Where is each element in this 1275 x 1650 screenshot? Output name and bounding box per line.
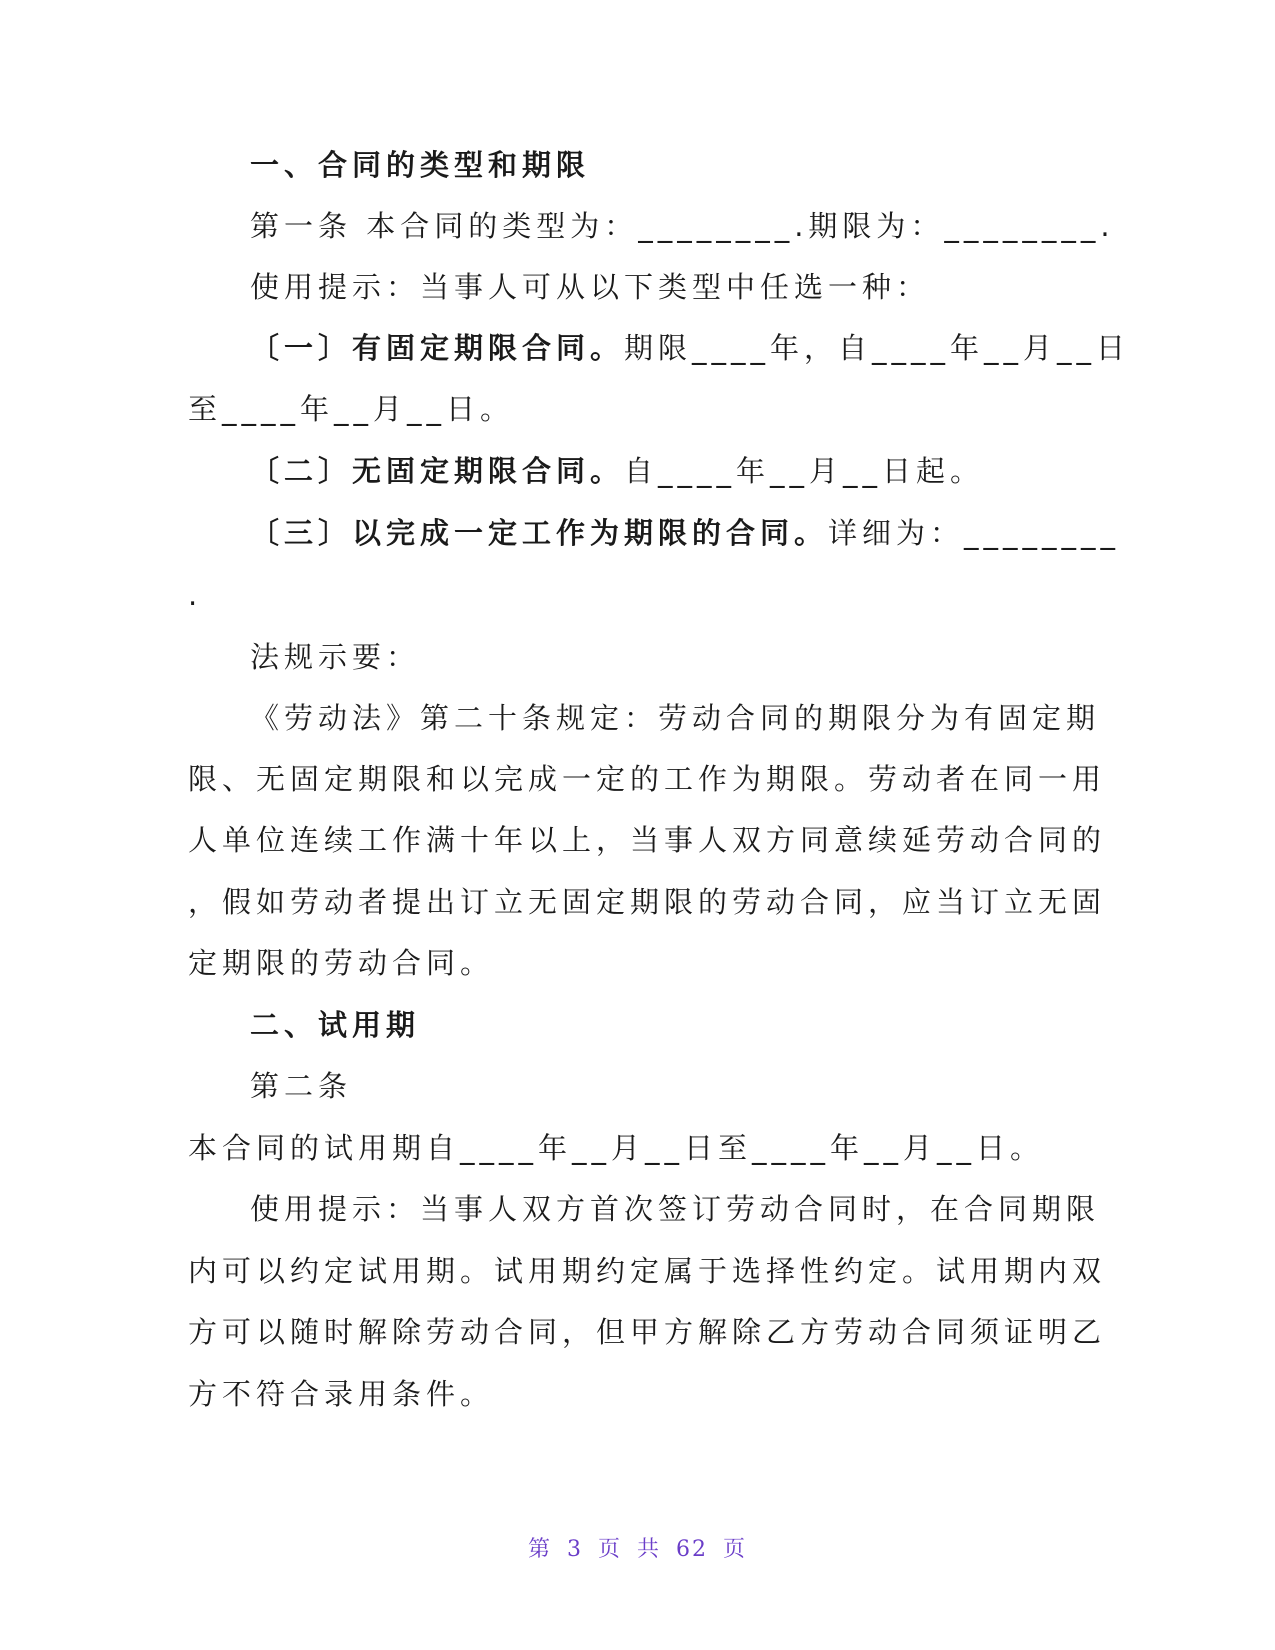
option-task-based (250, 513, 1120, 553)
option-fixed-term (250, 328, 1130, 368)
option-fixed-term-label: 〔一〕有固定期限合同。 (250, 331, 625, 365)
option-open-ended-text: 自____年__月__日起。 (624, 454, 985, 488)
probation-tip-line: 内可以约定试用期。试用期约定属于选择性约定。试用期内双 (188, 1254, 1107, 1288)
option-task-based-continued: . (188, 578, 203, 612)
article-2-label: 第二条 (250, 1069, 353, 1103)
law-paragraph-line: 人单位连续工作满十年以上，当事人双方同意续延劳动合同的 (188, 823, 1107, 857)
option-open-ended (250, 451, 984, 491)
section-heading-contract-type: 一、合同的类型和期限 (250, 148, 591, 182)
law-label: 法规示要： (250, 640, 421, 674)
probation-tip-line: 方不符合录用条件。 (188, 1377, 495, 1411)
law-paragraph-line: 定期限的劳动合同。 (188, 946, 495, 980)
page-number-footer: 第 3 页 共 62 页 (528, 1537, 747, 1562)
option-task-based-text: 详细为：________ (828, 516, 1121, 550)
option-open-ended-label: 〔二〕无固定期限合同。 (250, 454, 625, 488)
probation-tip-line: 方可以随时解除劳动合同，但甲方解除乙方劳动合同须证明乙 (188, 1315, 1107, 1349)
usage-tip: 使用提示：当事人可从以下类型中任选一种： (250, 270, 931, 304)
probation-tip-line: 使用提示：当事人双方首次签订劳动合同时，在合同期限 (250, 1192, 1101, 1226)
option-fixed-term-text: 期限____年，自____年__月__日 (624, 331, 1131, 365)
law-paragraph-line: 限、无固定期限和以完成一定的工作为期限。劳动者在同一用 (188, 762, 1107, 796)
article-2-text: 本合同的试用期自____年__月__日至____年__月__日。 (188, 1131, 1045, 1165)
option-fixed-term-continued: 至____年__月__日。 (188, 392, 515, 426)
article-1: 第一条 本合同的类型为：________.期限为：________. (250, 209, 1115, 243)
law-paragraph-line: ，假如劳动者提出订立无固定期限的劳动合同，应当订立无固 (188, 885, 1107, 919)
law-paragraph-line: 《劳动法》第二十条规定：劳动合同的期限分为有固定期 (250, 701, 1101, 735)
section-heading-probation: 二、试用期 (250, 1008, 421, 1042)
option-task-based-label: 〔三〕以完成一定工作为期限的合同。 (250, 516, 829, 550)
